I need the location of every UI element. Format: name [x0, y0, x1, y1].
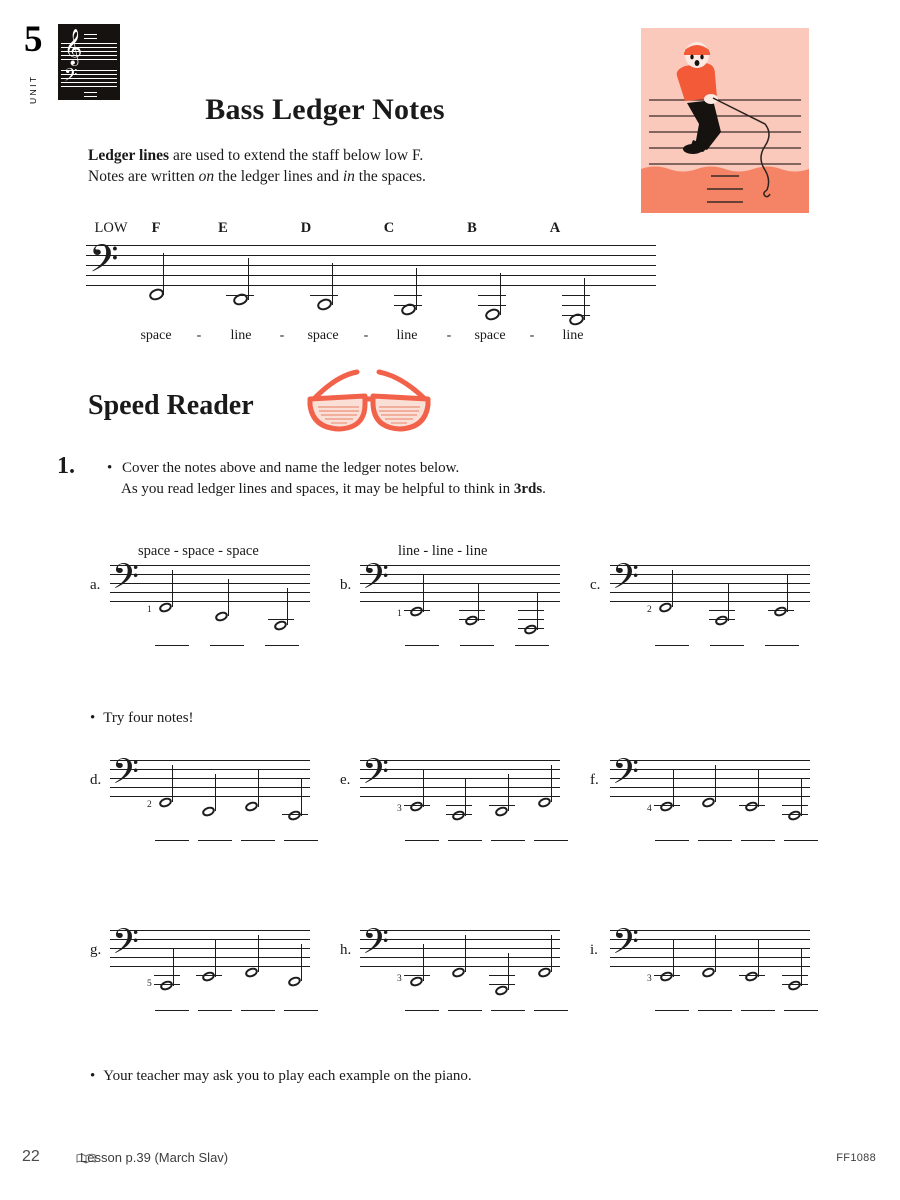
demo-foot-3: - — [279, 328, 285, 343]
unit-badge — [22, 19, 142, 104]
intro-line-2 — [88, 166, 608, 187]
fisherman-illustration-svg — [641, 28, 809, 213]
intro-line-1 — [88, 145, 608, 166]
exercise-b-staff[interactable] — [360, 556, 560, 655]
exercise-c-fingering: 2 — [647, 605, 652, 615]
demo-label-A: A — [549, 220, 561, 236]
answer-blank[interactable] — [198, 840, 232, 841]
exercise-g-fingering: 5 — [147, 979, 152, 989]
exercise-a-caption: space - space - space — [138, 543, 259, 559]
exercise-d-letter: d. — [90, 772, 102, 788]
bass-clef-icon: 𝄢 — [612, 556, 640, 605]
exercise-h-letter: h. — [340, 942, 352, 958]
bass-clef-icon: 𝄢 — [89, 236, 119, 290]
demo-staff — [86, 236, 656, 330]
demo-foot-9: - — [529, 328, 535, 343]
answer-blank[interactable] — [284, 1010, 318, 1011]
answer-blank[interactable] — [405, 840, 439, 841]
answer-blank[interactable] — [405, 645, 439, 646]
answer-blank[interactable] — [155, 1010, 189, 1011]
footer-lesson-reference: Lesson p.39 (March Slav) — [80, 1150, 229, 1165]
answer-blank[interactable] — [741, 1010, 775, 1011]
exercise-c-staff[interactable] — [610, 556, 810, 655]
bass-clef-icon: 𝄢 — [612, 921, 640, 970]
bass-clef-icon: 𝄢 — [112, 751, 140, 800]
answer-blank[interactable] — [710, 645, 744, 646]
answer-blank[interactable] — [241, 840, 275, 841]
footer-product-code: FF1088 — [836, 1152, 876, 1164]
answer-blank[interactable] — [241, 1010, 275, 1011]
answer-blank[interactable] — [698, 840, 732, 841]
intro-line-2-a: Notes are written — [88, 168, 199, 185]
demo-label-B: B — [467, 220, 477, 236]
exercise-b-letter: b. — [340, 577, 352, 593]
exercise-item-f[interactable] — [590, 750, 820, 865]
exercise-g-staff[interactable] — [110, 921, 310, 1020]
answer-blank[interactable] — [460, 645, 494, 646]
try-four-text: Try four notes! — [103, 710, 194, 726]
demo-staff-block — [86, 220, 656, 350]
bass-clef-icon: 𝄢 — [612, 751, 640, 800]
intro-em-in: in — [342, 168, 355, 185]
unit-number: 5 — [24, 19, 43, 60]
exercise-item-i[interactable] — [590, 920, 820, 1035]
demo-foot-labels — [86, 328, 656, 348]
bullet-icon: • — [90, 1068, 96, 1084]
demo-foot-5: - — [363, 328, 369, 343]
teacher-note-text: Your teacher may ask you to play each example on the piano. — [103, 1068, 472, 1084]
exercise-d-fingering: 2 — [147, 800, 152, 810]
demo-foot-1: - — [196, 328, 202, 343]
exercise-h-fingering: 3 — [397, 974, 402, 984]
demo-label-D: D — [300, 220, 312, 236]
sunglasses-icon-svg — [305, 366, 433, 436]
answer-blank[interactable] — [784, 840, 818, 841]
intro-line-2-c: the spaces. — [354, 168, 426, 185]
answer-blank[interactable] — [265, 645, 299, 646]
exercise-item-h[interactable] — [340, 920, 570, 1035]
exercise-a-fingering: 1 — [147, 605, 152, 615]
instruction-line-1-text: Cover the notes above and name the ledger notes below. — [122, 460, 460, 476]
exercise-i-staff[interactable] — [610, 921, 810, 1020]
intro-line-2-b: the ledger lines and — [214, 168, 343, 185]
grand-staff-icon — [58, 24, 120, 100]
demo-foot-2: line — [230, 328, 252, 343]
sunglasses-icon — [305, 366, 433, 436]
answer-blank[interactable] — [655, 1010, 689, 1011]
intro-bold-term: Ledger lines — [88, 147, 170, 164]
answer-blank[interactable] — [405, 1010, 439, 1011]
bullet-icon: • — [107, 460, 113, 476]
demo-low-label: LOW — [94, 220, 128, 236]
answer-blank[interactable] — [515, 645, 549, 646]
answer-blank[interactable] — [198, 1010, 232, 1011]
exercise-c-letter: c. — [590, 577, 601, 593]
page-footer — [0, 1148, 900, 1178]
teacher-note — [90, 1068, 472, 1085]
exercise-b-fingering: 1 — [397, 609, 402, 619]
intro-line-1-rest: are used to extend the staff below low F. — [169, 147, 424, 164]
exercise-item-a[interactable] — [90, 543, 320, 658]
demo-foot-4: space — [307, 328, 339, 343]
bass-clef-icon: 𝄢 — [112, 556, 140, 605]
answer-blank[interactable] — [491, 840, 525, 841]
bass-clef-icon: 𝄢 — [64, 65, 78, 89]
answer-blank[interactable] — [491, 1010, 525, 1011]
exercise-e-staff[interactable] — [360, 751, 560, 850]
exercise-i-fingering: 3 — [647, 974, 652, 984]
demo-foot-8: space — [474, 328, 506, 343]
demo-foot-0: space — [140, 328, 172, 343]
demo-label-C: C — [383, 220, 395, 236]
answer-blank[interactable] — [284, 840, 318, 841]
exercise-item-e[interactable] — [340, 750, 570, 865]
instruction-line-2-end: . — [542, 481, 546, 497]
answer-blank[interactable] — [765, 645, 799, 646]
answer-blank[interactable] — [448, 1010, 482, 1011]
instruction-line-2 — [107, 479, 546, 500]
fisherman-illustration — [641, 28, 809, 213]
demo-note-labels — [86, 220, 656, 242]
bass-clef-icon: 𝄢 — [362, 751, 390, 800]
demo-label-F: F — [151, 220, 161, 236]
exercise-a-letter: a. — [90, 577, 101, 593]
demo-foot-7: - — [446, 328, 452, 343]
exercise-item-d[interactable] — [90, 750, 320, 865]
instruction-line-1 — [107, 458, 459, 479]
page-title-text: Bass Ledger Notes — [205, 93, 445, 127]
bullet-icon: • — [90, 710, 96, 726]
answer-blank[interactable] — [698, 1010, 732, 1011]
answer-blank[interactable] — [655, 645, 689, 646]
answer-blank[interactable] — [741, 840, 775, 841]
bass-clef-icon: 𝄢 — [362, 921, 390, 970]
exercise-item-g[interactable] — [90, 920, 320, 1035]
exercise-e-fingering: 3 — [397, 804, 402, 814]
answer-blank[interactable] — [655, 840, 689, 841]
answer-blank[interactable] — [155, 645, 189, 646]
demo-foot-6: line — [396, 328, 418, 343]
exercise-e-letter: e. — [340, 772, 351, 788]
exercise-f-staff[interactable] — [610, 751, 810, 850]
instruction-line-2-a: As you read ledger lines and spaces, it may be helpful to think in — [121, 481, 514, 497]
exercise-a-staff[interactable] — [110, 556, 310, 655]
exercise-f-letter: f. — [590, 772, 599, 788]
try-four-notes-note — [90, 710, 194, 727]
exercise-d-staff[interactable] — [110, 751, 310, 850]
bass-clef-icon: 𝄢 — [362, 556, 390, 605]
instruction-bold-3rds: 3rds — [513, 481, 543, 497]
exercise-f-fingering: 4 — [647, 804, 652, 814]
answer-blank[interactable] — [155, 840, 189, 841]
treble-clef-icon: 𝄞 — [64, 29, 83, 65]
answer-blank[interactable] — [784, 1010, 818, 1011]
answer-blank[interactable] — [534, 840, 568, 841]
demo-foot-10: line — [562, 328, 584, 343]
speed-reader-heading: Speed Reader — [88, 390, 254, 421]
exercise-item-b[interactable] — [340, 543, 570, 658]
answer-blank[interactable] — [210, 645, 244, 646]
exercise-b-caption: line - line - line — [398, 543, 488, 559]
exercise-number: 1. — [57, 453, 75, 479]
intro-em-on: on — [198, 168, 215, 185]
intro-paragraph — [88, 145, 608, 187]
exercise-i-letter: i. — [590, 942, 598, 958]
unit-label: UNIT — [28, 74, 38, 104]
answer-blank[interactable] — [534, 1010, 568, 1011]
exercise-item-c[interactable] — [590, 543, 820, 658]
page-number: 22 — [22, 1148, 40, 1165]
answer-blank[interactable] — [448, 840, 482, 841]
bass-clef-icon: 𝄢 — [112, 921, 140, 970]
exercise-h-staff[interactable] — [360, 921, 560, 1020]
exercise-g-letter: g. — [90, 942, 102, 958]
demo-label-E: E — [218, 220, 228, 236]
